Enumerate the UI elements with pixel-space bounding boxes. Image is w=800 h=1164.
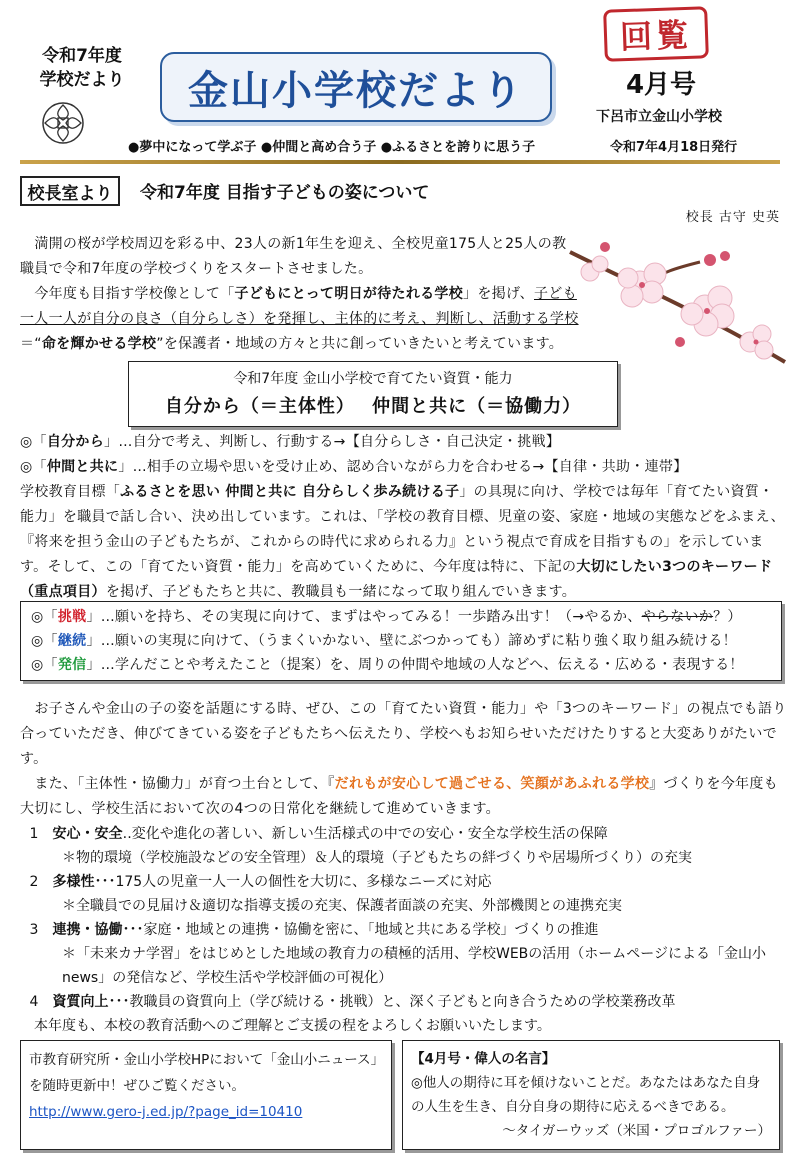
- vision-text-e: ＝“: [20, 336, 42, 352]
- edition-line1: 令和7年度: [42, 46, 122, 66]
- list-item-number: 2: [29, 874, 39, 890]
- quote-title: 【4月号・偉人の名言】: [411, 1051, 556, 1067]
- goal-highlight: ふるさとを思い 仲間と共に 自分らしく歩み続ける子: [120, 484, 460, 500]
- list-item-number: 4: [29, 994, 39, 1010]
- kw1-strike: やらないか: [641, 609, 714, 625]
- vision-highlight-2: 命を輝かせる学校: [41, 336, 157, 352]
- goal-text-a: 学校教育目標「: [20, 484, 121, 500]
- kw3-pre: ◎「: [31, 657, 58, 673]
- list-item-sub: ＊物的環境（学校施設などの安全管理）＆人的環境（子どもたちの絆づくりや居場所づくり）の充実: [62, 850, 692, 866]
- list-item-text: ･･･家庭・地域との連携・協働を密に、「地域と共にある学校」づくりの推進: [122, 922, 599, 938]
- goal-text-e: を掲げ、子どもたちと共に、教職員も一緒になって取り組んでいきます。: [105, 584, 577, 600]
- kw2-pre: ◎「: [31, 633, 58, 649]
- definition-jibunkara: [20, 430, 790, 455]
- request-text-body: お子さんや金山の子の姿を話題にする時、ぜひ、この「育てたい資質・能力」や「3つのキーワード」の視点でも語り合っていただき、伸びてきている姿を子どもたちへ伝えたり、学校へもお知らせいただけたりすると大変ありがたいです。: [20, 701, 787, 767]
- school-goals: ●夢中になって学ぶ子 ●仲間と高め合う子 ●ふるさとを誇りに思う子: [128, 140, 536, 155]
- list-item-text: ･･･教職員の資質向上（学び続ける・挑戦）と、深く子どもと向き合うための学校業務改革: [108, 994, 676, 1010]
- vision-underlined: 子ども一人一人が自分の良さ（自分らしさ）を発揮し、主体的に考え、判断し、活動する学校: [20, 286, 579, 327]
- vision-text-g: ”を保護者・地域の方々と共に創っていきたいと考えています。: [156, 336, 564, 352]
- ability-definitions: [20, 430, 790, 480]
- target-abilities-heading: 令和7年度 金山小学校で育てたい資質・能力: [233, 371, 513, 387]
- list-item-head: 多様性: [52, 874, 95, 890]
- kw2-text: 」…願いの実現に向けて、（うまくいかない、壁にぶつかっても）諦めずに粘り強く取り組み続ける！: [86, 633, 737, 649]
- def2-pre: ◎「: [20, 459, 47, 475]
- kw1-pre: ◎「: [31, 609, 58, 625]
- issue-date: 令和7年4月18日発行: [610, 140, 738, 155]
- circulation-stamp: [603, 6, 709, 62]
- quote-box: [402, 1040, 780, 1150]
- kw1-word: 挑戦: [57, 609, 87, 625]
- goal-keywords-highlight: 大切にしたい3つのキーワード（重点項目）: [20, 559, 773, 600]
- list-item-number: 1: [29, 826, 39, 842]
- kw1-tail: ？）: [713, 609, 742, 625]
- vision-text-c: 」を掲げ、: [463, 286, 534, 302]
- list-item-head: 連携・協働: [52, 922, 123, 938]
- target-abilities-main: 自分から（＝主体性） 仲間と共に（＝協働力）: [164, 396, 582, 417]
- section-label: 校長室より: [20, 176, 120, 206]
- request-text: [20, 697, 790, 772]
- goal-text-c: 」の具現に向け、学校では毎年「育てたい資質・能力」を職員で話し合い、決め出しています。これは、「学校の教育目標、児童の姿、家庭・地域の実態などをふまえ、『将来を担う金山の子どもたちが、これからの時代に求められる力』という視点で育成を目指すもの」を示しています。そして、この「育てたい資質・能力」を高めていくために、今年度は特に、下記の: [20, 484, 785, 575]
- website-notice-text: 市教育研究所・金山小学校HPにおいて「金山小ニュース」を随時更新中！ぜひご覧ください。: [29, 1052, 378, 1094]
- keywords-box: [20, 601, 782, 681]
- list-item-sub: ＊全職員での見届け＆適切な指導支援の充実、保護者面談の充実、外部機関との連携充実: [62, 898, 622, 914]
- def1-word: 自分から: [46, 434, 105, 450]
- list-item: [20, 990, 790, 1014]
- intro-text: 満開の桜が学校周辺を彩る中、23人の新1年生を迎え、全校児童175人と25人の教職員で令和7年度の学校づくりをスタートさせました。: [20, 236, 567, 277]
- intro-paragraph: [20, 232, 568, 282]
- vision-highlight: 子どもにとって明日が待たれる学校: [234, 286, 464, 302]
- school-emblem-icon: [40, 100, 86, 146]
- list-item-head: 資質向上: [52, 994, 109, 1010]
- cherry-blossom-image: [560, 212, 790, 372]
- foundation-text-c: 』づくりを今年度も大切にし、学校生活において次の4つの日常化を継続して進めていきます。: [20, 776, 778, 817]
- school-name: 下呂市立金山小学校: [596, 109, 722, 125]
- quote-attribution: ～タイガーウッズ（米国・プロゴルファー）: [502, 1123, 771, 1139]
- list-item: [20, 870, 790, 918]
- kw3-text: 」…学んだことや考えたこと（提案）を、周りの仲間や地域の人などへ、伝える・広める・表現する！: [86, 657, 744, 673]
- keyword-sharing: [31, 653, 771, 677]
- website-notice-box: [20, 1040, 392, 1150]
- kw2-word: 継続: [57, 633, 87, 649]
- edition-line2: 学校だより: [39, 70, 125, 90]
- foundation-highlight: だれもが安心して過ごせる、笑顔があふれる学校: [334, 776, 650, 792]
- closing-line: [20, 1014, 790, 1038]
- def2-word: 仲間と共に: [46, 459, 119, 475]
- def1-pre: ◎「: [20, 434, 47, 450]
- kw3-word: 発信: [57, 657, 87, 673]
- list-item: [20, 918, 790, 990]
- education-goal-paragraph: [20, 480, 786, 605]
- four-practices-list: [20, 822, 790, 1038]
- closing-text: 本年度も、本校の教育活動へのご理解とご支援の程をよろしくお願いいたします。: [34, 1018, 551, 1034]
- edition-label: [22, 44, 142, 92]
- circulation-stamp-text: 回覧: [619, 15, 693, 57]
- newsletter-title: 金山小学校だより: [188, 67, 524, 114]
- quote-text: ◎他人の期待に耳を傾けないことだ。あなたはあなた自身の人生を生き、自分自身の期待に応えるべきである。: [411, 1075, 761, 1115]
- keyword-continuation: [31, 629, 771, 653]
- website-link[interactable]: http://www.gero-j.ed.jp/?page_id=10410: [29, 1104, 303, 1120]
- list-item-text: ‥変化や進化の著しい、新しい生活様式の中での安心・安全な学校生活の保障: [122, 826, 608, 842]
- def1-text: 」…自分で考え、判断し、行動する→【自分らしさ・自己決定・挑戦】: [104, 434, 561, 450]
- kw1-text: 」…願いを持ち、その実現に向けて、まずはやってみる！一歩踏み出す！（→やるか、: [86, 609, 642, 625]
- school-vision-paragraph: [20, 282, 580, 357]
- keyword-challenge: [31, 605, 771, 629]
- principal-name: 校長 古守 史英: [685, 210, 780, 225]
- list-item: [20, 822, 790, 870]
- list-item-text: ･･･175人の児童一人一人の個性を大切に、多様なニーズに対応: [94, 874, 492, 890]
- list-item-sub: ＊「未来カナ学習」をはじめとした地域の教育力の積極的活用、学校WEBの活用（ホームページによる「金山小news」の発信など、学校生活や学校評価の可視化）: [62, 946, 767, 986]
- section-title: 令和7年度 目指す子どもの姿について: [140, 183, 430, 203]
- foundation-text: [20, 772, 790, 822]
- list-item-number: 3: [29, 922, 39, 938]
- vision-text-a: 今年度も目指す学校像として「: [34, 286, 235, 302]
- list-item-head: 安心・安全: [52, 826, 123, 842]
- issue-label: 4月号: [625, 70, 697, 100]
- def2-text: 」…相手の立場や思いを受け止め、認め合いながら力を合わせる→【自律・共助・連帯】: [118, 459, 688, 475]
- newsletter-title-box: [160, 52, 552, 122]
- definition-nakama: [20, 455, 790, 480]
- target-abilities-box: [128, 361, 618, 427]
- header-divider: [20, 160, 780, 164]
- request-paragraph: [20, 697, 790, 822]
- foundation-text-a: また、「主体性・協働力」が育つ土台として、『: [34, 776, 335, 792]
